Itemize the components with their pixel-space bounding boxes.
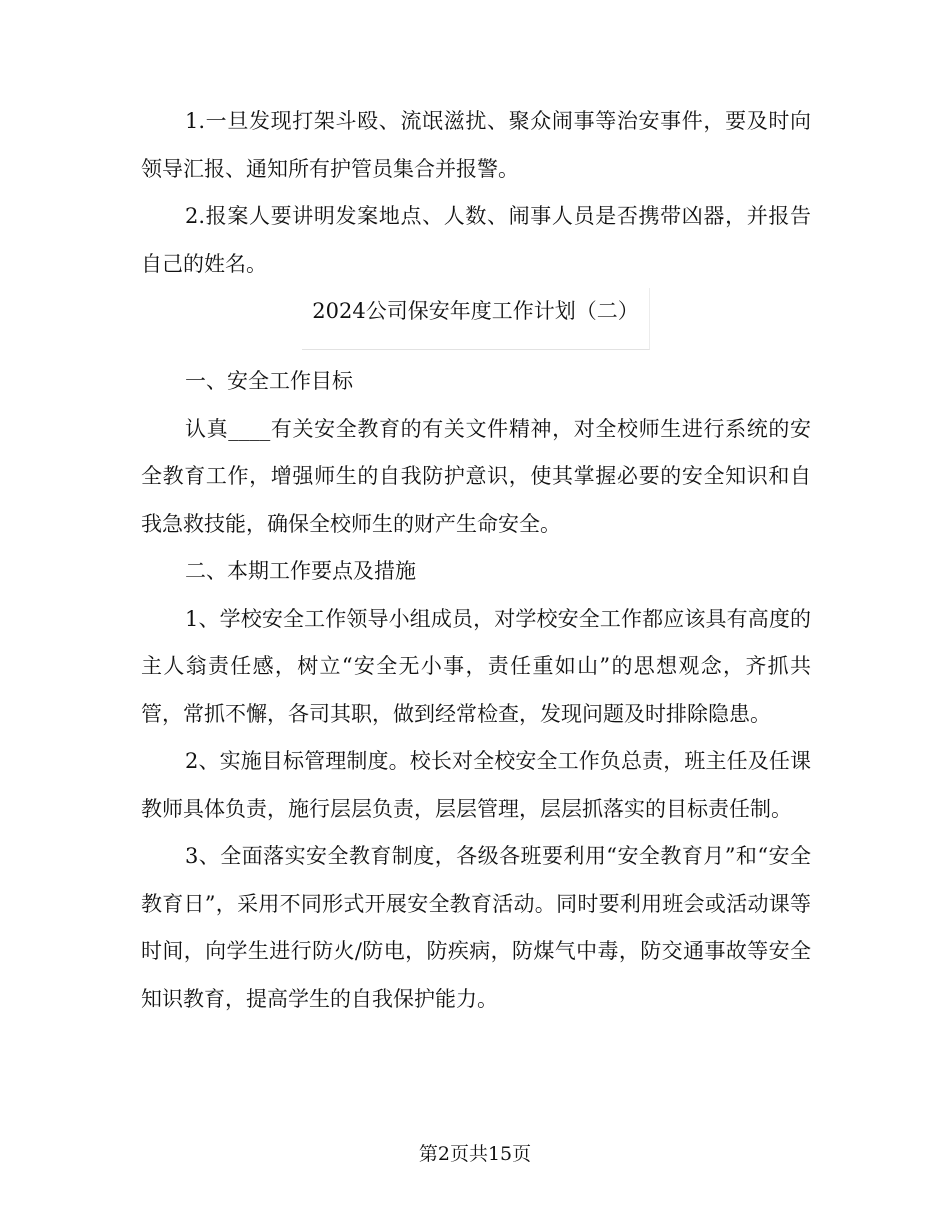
page-footer (0, 1139, 950, 1169)
section-title: 2024公司保安年度工作计划（二） (302, 288, 649, 350)
paragraph: 1.一旦发现打架斗殴、流氓滋扰、聚众闹事等治安事件，要及时向领导汇报、通知所有护管员集合并报警。 (141, 109, 811, 181)
document-body (141, 98, 811, 1023)
paragraph: 3、全面落实安全教育制度，各级各班要利用“安全教育月”和“安全教育日”，采用不同形式开展安全教育活动。同时要利用班会或活动课等时间，向学生进行防火/防电，防疾病，防煤气中毒，防交通事故等安全知识教育，提高学生的自我保护能力。 (141, 844, 811, 1011)
page-number: 第2页共15页 (418, 1143, 532, 1165)
paragraph: 1、学校安全工作领导小组成员，对学校安全工作都应该具有高度的主人翁责任感，树立“安全无小事，责任重如山”的思想观念，齐抓共管，常抓不懈，各司其职，做到经常检查，发现问题及时排除隐患。 (141, 606, 811, 726)
paragraph: 认真____有关安全教育的有关文件精神，对全校师生进行系统的安全教育工作，增强师生的自我防护意识，使其掌握必要的安全知识和自我急救技能，确保全校师生的财产生命安全。 (141, 416, 811, 536)
paragraph: 2.报案人要讲明发案地点、人数、闹事人员是否携带凶器，并报告自己的姓名。 (141, 204, 811, 276)
heading-key-points: 二、本期工作要点及措施 (185, 559, 416, 583)
paragraph: 2、实施目标管理制度。校长对全校安全工作负总责，班主任及任课教师具体负责，施行层层负责，层层管理，层层抓落实的目标责任制。 (141, 749, 811, 821)
heading-safety-goal: 一、安全工作目标 (185, 369, 353, 393)
section-title-container (141, 288, 811, 358)
